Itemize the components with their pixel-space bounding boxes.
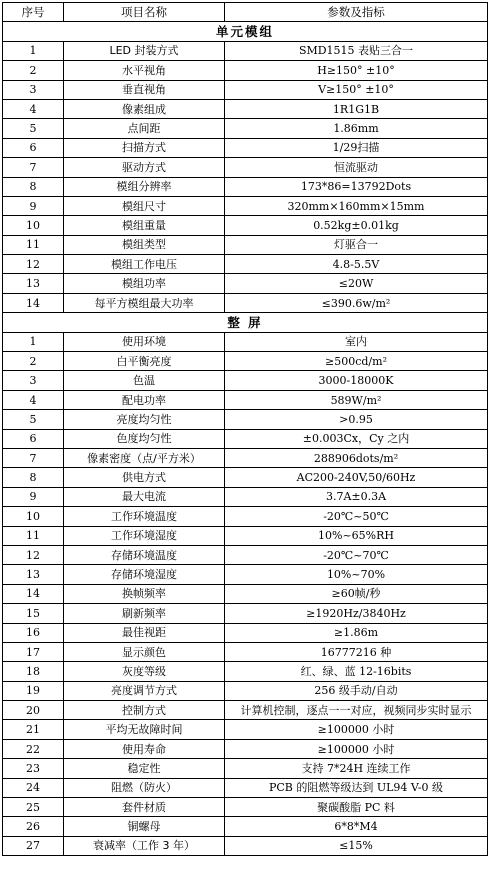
row-item-name: 工作环境温度: [64, 507, 225, 526]
row-index: 11: [3, 526, 64, 545]
row-item-name: 衰减率（工作 3 年）: [64, 836, 225, 855]
row-item-name: 刷新频率: [64, 604, 225, 623]
table-row: [3, 720, 488, 739]
row-spec-value: 10%~65%RH: [225, 526, 488, 545]
row-spec-value: 589W/m²: [225, 390, 488, 409]
row-item-name: 点间距: [64, 119, 225, 138]
row-item-name: 使用寿命: [64, 739, 225, 758]
table-row: [3, 798, 488, 817]
row-spec-value: 6*8*M4: [225, 817, 488, 836]
row-item-name: 每平方模组最大功率: [64, 293, 225, 312]
table-row: [3, 216, 488, 235]
row-spec-value: ±0.003Cx，Cy 之内: [225, 429, 488, 448]
row-spec-value: 3000-18000K: [225, 371, 488, 390]
row-spec-value: SMD1515 表贴三合一: [225, 41, 488, 60]
row-item-name: 模组重量: [64, 216, 225, 235]
row-index: 7: [3, 448, 64, 467]
table-row: [3, 99, 488, 118]
row-spec-value: 173*86=13792Dots: [225, 177, 488, 196]
row-index: 7: [3, 158, 64, 177]
row-item-name: 换帧频率: [64, 584, 225, 603]
table-row: [3, 565, 488, 584]
table-row: [3, 642, 488, 661]
table-row: [3, 701, 488, 720]
table-row: [3, 235, 488, 254]
row-spec-value: 恒流驱动: [225, 158, 488, 177]
header-item-name: 项目名称: [64, 3, 225, 22]
row-item-name: 供电方式: [64, 468, 225, 487]
row-item-name: 存储环境湿度: [64, 565, 225, 584]
row-spec-value: ≥100000 小时: [225, 720, 488, 739]
row-index: 5: [3, 410, 64, 429]
section-header-row: [3, 22, 488, 41]
row-index: 15: [3, 604, 64, 623]
table-row: [3, 584, 488, 603]
row-index: 14: [3, 584, 64, 603]
row-index: 25: [3, 798, 64, 817]
table-row: [3, 177, 488, 196]
table-row: [3, 352, 488, 371]
table-row: [3, 836, 488, 855]
row-spec-value: 室内: [225, 332, 488, 351]
row-spec-value: AC200-240V,50/60Hz: [225, 468, 488, 487]
section-title: 单元模组: [3, 22, 488, 41]
row-spec-value: 320mm×160mm×15mm: [225, 196, 488, 215]
row-spec-value: 红、绿、蓝 12-16bits: [225, 662, 488, 681]
table-row: [3, 817, 488, 836]
table-row: [3, 448, 488, 467]
row-spec-value: ≥1.86m: [225, 623, 488, 642]
row-item-name: 色度均匀性: [64, 429, 225, 448]
table-row: [3, 468, 488, 487]
row-index: 27: [3, 836, 64, 855]
row-item-name: 扫描方式: [64, 138, 225, 157]
row-index: 8: [3, 468, 64, 487]
row-spec-value: 支持 7*24H 连续工作: [225, 759, 488, 778]
row-item-name: 亮度调节方式: [64, 681, 225, 700]
row-spec-value: PCB 的阻燃等级达到 UL94 V-0 级: [225, 778, 488, 797]
row-index: 9: [3, 196, 64, 215]
table-row: [3, 80, 488, 99]
row-spec-value: 1.86mm: [225, 119, 488, 138]
row-spec-value: 3.7A±0.3A: [225, 487, 488, 506]
row-item-name: 像素密度（点/平方米）: [64, 448, 225, 467]
row-item-name: 铜螺母: [64, 817, 225, 836]
row-item-name: 存储环境温度: [64, 545, 225, 564]
row-index: 12: [3, 545, 64, 564]
row-index: 21: [3, 720, 64, 739]
row-index: 2: [3, 352, 64, 371]
table-row: [3, 119, 488, 138]
row-item-name: 套件材质: [64, 798, 225, 817]
row-index: 2: [3, 61, 64, 80]
row-item-name: LED 封装方式: [64, 41, 225, 60]
table-row: [3, 507, 488, 526]
row-item-name: 像素组成: [64, 99, 225, 118]
row-item-name: 模组尺寸: [64, 196, 225, 215]
table-row: [3, 545, 488, 564]
row-item-name: 模组类型: [64, 235, 225, 254]
section-title: 整 屏: [3, 313, 488, 332]
row-spec-value: 0.52kg±0.01kg: [225, 216, 488, 235]
table-row: [3, 196, 488, 215]
row-index: 19: [3, 681, 64, 700]
row-spec-value: ≤20W: [225, 274, 488, 293]
row-item-name: 稳定性: [64, 759, 225, 778]
table-row: [3, 61, 488, 80]
row-item-name: 白平衡亮度: [64, 352, 225, 371]
row-index: 22: [3, 739, 64, 758]
row-spec-value: ≥1920Hz/3840Hz: [225, 604, 488, 623]
row-item-name: 垂直视角: [64, 80, 225, 99]
row-item-name: 灰度等级: [64, 662, 225, 681]
table-row: [3, 410, 488, 429]
row-index: 4: [3, 99, 64, 118]
row-index: 8: [3, 177, 64, 196]
row-spec-value: 1/29扫描: [225, 138, 488, 157]
row-index: 1: [3, 332, 64, 351]
row-spec-value: 16777216 种: [225, 642, 488, 661]
row-index: 16: [3, 623, 64, 642]
row-spec-value: -20℃~50℃: [225, 507, 488, 526]
row-item-name: 模组工作电压: [64, 255, 225, 274]
row-spec-value: ≥100000 小时: [225, 739, 488, 758]
header-index: 序号: [3, 3, 64, 22]
row-spec-value: 288906dots/m²: [225, 448, 488, 467]
table-row: [3, 604, 488, 623]
row-spec-value: ≥500cd/m²: [225, 352, 488, 371]
row-item-name: 工作环境湿度: [64, 526, 225, 545]
header-spec-value: 参数及指标: [225, 3, 488, 22]
table-row: [3, 623, 488, 642]
row-spec-value: V≥150° ±10°: [225, 80, 488, 99]
row-index: 6: [3, 429, 64, 448]
row-spec-value: 10%~70%: [225, 565, 488, 584]
table-row: [3, 138, 488, 157]
table-row: [3, 371, 488, 390]
table-row: [3, 255, 488, 274]
row-spec-value: ≤390.6w/m²: [225, 293, 488, 312]
row-index: 9: [3, 487, 64, 506]
table-row: [3, 429, 488, 448]
row-index: 20: [3, 701, 64, 720]
row-index: 26: [3, 817, 64, 836]
row-spec-value: 1R1G1B: [225, 99, 488, 118]
row-index: 3: [3, 371, 64, 390]
row-index: 5: [3, 119, 64, 138]
row-spec-value: ≤15%: [225, 836, 488, 855]
table-row: [3, 759, 488, 778]
row-item-name: 阻燃（防火）: [64, 778, 225, 797]
table-row: [3, 778, 488, 797]
table-row: [3, 293, 488, 312]
row-index: 24: [3, 778, 64, 797]
row-item-name: 模组功率: [64, 274, 225, 293]
table-row: [3, 681, 488, 700]
row-index: 17: [3, 642, 64, 661]
table-row: [3, 390, 488, 409]
row-spec-value: 256 级手动/自动: [225, 681, 488, 700]
spec-table: [2, 2, 488, 856]
row-index: 18: [3, 662, 64, 681]
row-item-name: 水平视角: [64, 61, 225, 80]
row-index: 10: [3, 216, 64, 235]
row-index: 1: [3, 41, 64, 60]
row-spec-value: H≥150° ±10°: [225, 61, 488, 80]
table-row: [3, 41, 488, 60]
spec-table-body: [3, 3, 488, 856]
table-row: [3, 739, 488, 758]
row-spec-value: 灯驱合一: [225, 235, 488, 254]
header-row: [3, 3, 488, 22]
row-item-name: 模组分辨率: [64, 177, 225, 196]
row-item-name: 显示颜色: [64, 642, 225, 661]
row-index: 12: [3, 255, 64, 274]
table-row: [3, 487, 488, 506]
table-row: [3, 274, 488, 293]
row-index: 10: [3, 507, 64, 526]
table-row: [3, 158, 488, 177]
row-item-name: 最佳视距: [64, 623, 225, 642]
row-item-name: 驱动方式: [64, 158, 225, 177]
row-item-name: 控制方式: [64, 701, 225, 720]
row-spec-value: 4.8-5.5V: [225, 255, 488, 274]
row-index: 11: [3, 235, 64, 254]
table-row: [3, 662, 488, 681]
row-index: 13: [3, 565, 64, 584]
row-index: 23: [3, 759, 64, 778]
row-item-name: 平均无故障时间: [64, 720, 225, 739]
row-spec-value: ≥60帧/秒: [225, 584, 488, 603]
table-row: [3, 526, 488, 545]
row-item-name: 色温: [64, 371, 225, 390]
section-header-row: [3, 313, 488, 332]
row-index: 4: [3, 390, 64, 409]
row-spec-value: -20℃~70℃: [225, 545, 488, 564]
row-item-name: 配电功率: [64, 390, 225, 409]
table-row: [3, 332, 488, 351]
row-spec-value: 聚碳酸脂 PC 料: [225, 798, 488, 817]
row-index: 14: [3, 293, 64, 312]
row-item-name: 使用环境: [64, 332, 225, 351]
row-index: 13: [3, 274, 64, 293]
row-item-name: 最大电流: [64, 487, 225, 506]
row-index: 3: [3, 80, 64, 99]
row-spec-value: 计算机控制，逐点一一对应，视频同步实时显示: [225, 701, 488, 720]
row-spec-value: >0.95: [225, 410, 488, 429]
row-item-name: 亮度均匀性: [64, 410, 225, 429]
row-index: 6: [3, 138, 64, 157]
